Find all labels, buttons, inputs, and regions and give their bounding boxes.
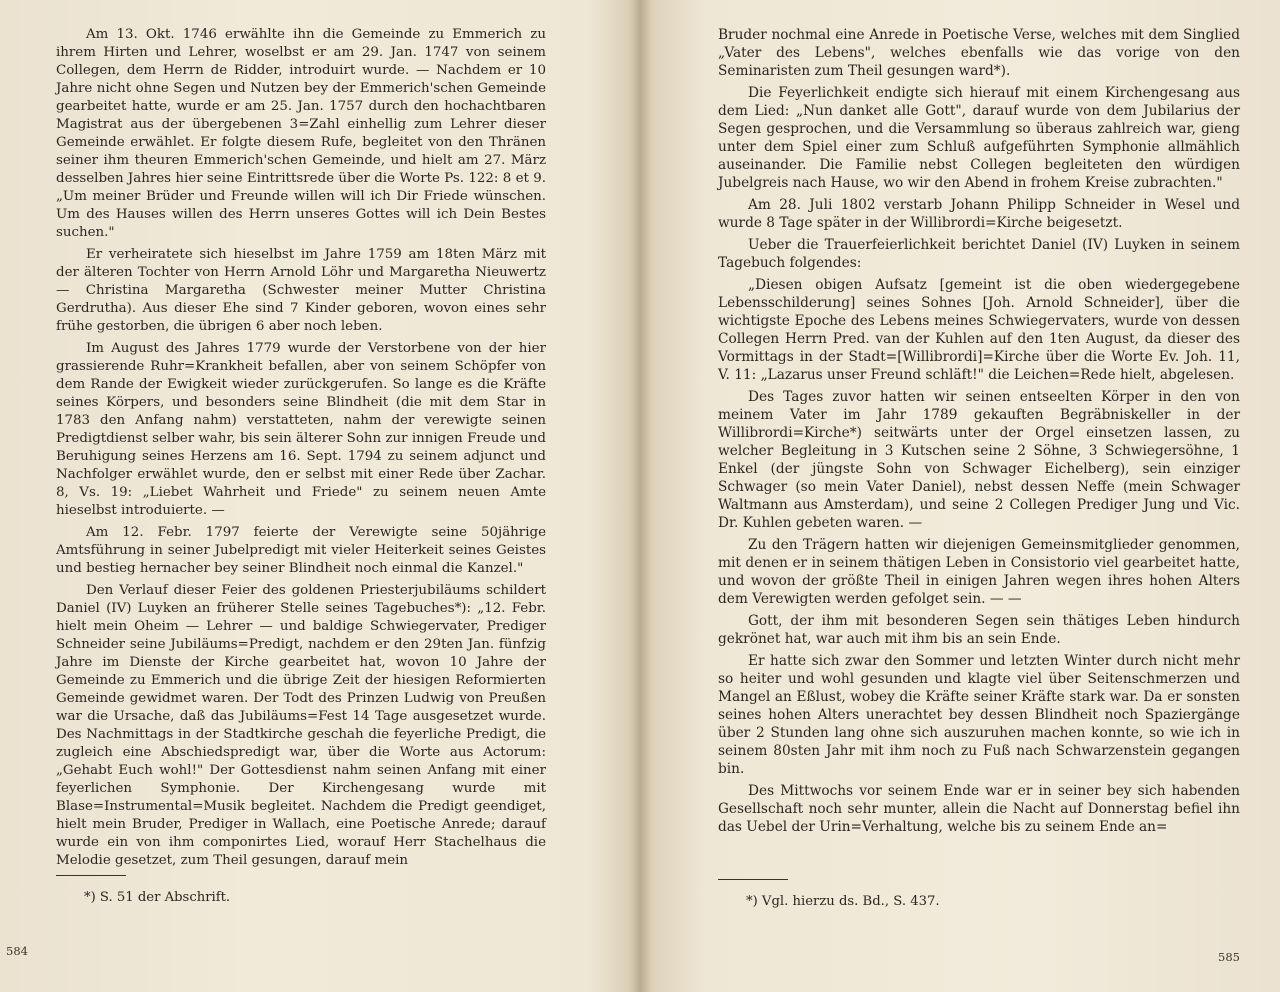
- footnote-divider: [718, 879, 788, 880]
- paragraph: Am 28. Juli 1802 verstarb Johann Philipp Schneider in Wesel und wurde 8 Tage später in der Willibrordi=Kirche beigesetzt.: [718, 197, 1240, 231]
- paragraph: Des Mittwochs vor seinem Ende war er in seiner bey sich habenden Gesellschaft noch sehr munter, allein die Nacht auf Donnerstag befiel ihn das Uebel der Urin=Verhaltung, welche bis zu seinem Ende an=: [718, 783, 1240, 835]
- paragraph: Gott, der ihm mit besonderen Segen sein thätiges Leben hindurch gekrönet hat, war auch mit ihm bis an sein Ende.: [718, 613, 1240, 647]
- paragraph: Er verheiratete sich hieselbst im Jahre 1759 am 18ten März mit der älteren Tochter von Herrn Arnold Löhr und Margaretha Nieuwertz — Christina Margaretha (Schwester meiner Mutter Christina Gerdrutha). Aus dieser Ehe sind 7 Kinder geboren, wovon eines sehr frühe gestorben, die übrigen 6 aber noch leben.: [56, 247, 546, 334]
- paragraph: Zu den Trägern hatten wir diejenigen Gemeinsmitglieder genommen, mit denen er in seinem thätigen Leben in Consistorio viel gearbeitet hatte, und wovon der größte Theil in einigen Jahren wegen ihres hohen Alters dem Verewigten werden gefolget sein. — —: [718, 537, 1240, 607]
- paragraph: Am 12. Febr. 1797 feierte der Verewigte seine 50jährige Amtsführung in seiner Jubelpredigt mit vieler Heiterkeit seines Geistes und bestieg hernacher bey seiner Blindheit noch einmal die Kanzel.": [56, 525, 546, 576]
- paragraph: Die Feyerlichkeit endigte sich hierauf mit einem Kirchengesang aus dem Lied: „Nun danket alle Gott", darauf wurde von dem Jubilarius der Segen gesprochen, und die Versammlung so überaus zahlreich war, gieng unter dem Spiel einer zum Schluß aufgeführten Symphonie allmählich auseinander. Die Familie nebst Collegen begleiteten den würdigen Jubelgreis nach Hause, wo wir den Abend in frohem Kreise zubrachten.": [718, 85, 1240, 191]
- paragraph: Ueber die Trauerfeierlichkeit berichtet Daniel (IV) Luyken in seinem Tagebuch folgendes:: [718, 237, 1240, 271]
- paragraph: Im August des Jahres 1779 wurde der Verstorbene von der hier grassierende Ruhr=Krankheit befallen, aber von seinem Schöpfer von dem Rande der Ewigkeit wieder zurückgerufen. So lange es die Kräfte seines Körpers, und besonders seine Blindheit (die mit dem Star in 1783 den Anfang nahm) verstatteten, nahm der verewigte seinen Predigtdienst selber wahr, bis sein älterer Sohn zur innigen Freude und Beruhigung seines Herzens am 16. Sept. 1794 zu seinem adjunct und Nachfolger erwählet wurde, den er selbst mit einer Rede über Zachar. 8, Vs. 19: „Liebet Wahrheit und Friede" zu seinem neuen Amte hieselbst introduierte. —: [56, 341, 546, 518]
- page-number: 585: [1218, 950, 1240, 964]
- paragraph: Bruder nochmal eine Anrede in Poetische Verse, welches mit dem Singlied „Vater des Lebens", welches ebenfalls wie das vorige von den Seminaristen zum Theil gesungen ward*).: [718, 27, 1240, 79]
- right-page: [718, 26, 1240, 976]
- paragraph: Er hatte sich zwar den Sommer und letzten Winter durch nicht mehr so heiter und wohl gesunden und klagte viel über Seitenschmerzen und Mangel an Eßlust, wobey die Kräfte seiner Kräfte stark war. Da er sonsten seines hohen Alters unerachtet bey dessen Blindheit noch Spaziergänge über 2 Stunden lang ohne sich auszuruhen machen konnte, so wie ich in seinem 80sten Jahr mit ihm noch zu Fuß nach Schwarzenstein gegangen bin.: [718, 653, 1240, 777]
- left-page: [6, 26, 546, 976]
- footnote: *) Vgl. hierzu ds. Bd., S. 437.: [746, 894, 940, 909]
- paragraph: Den Verlauf dieser Feier des goldenen Priesterjubiläums schildert Daniel (IV) Luyken an früherer Stelle seines Tagebuches*): „12. Febr. hielt mein Oheim — Lehrer — und baldige Schwiegervater, Prediger Schneider seine Jubiläums=Predigt, nachdem er den 29ten Jan. fünfzig Jahre im Dienste der Kirche gearbeitet hat, wovon 10 Jahre der Gemeinde zu Emmerich und die übrige Zeit der hiesigen Reformierten Gemeinde gewidmet waren. Der Todt des Prinzen Ludwig von Preußen war die Ursache, daß das Jubiläums=Fest 14 Tage ausgesetzet wurde. Des Nachmittags in der Stadtkirche geschah die feyerliche Predigt, die zugleich eine Abschiedspredigt war, über die Worte aus Actorum: „Gehabt Euch wohl!" Der Gottesdienst nahm seinen Anfang mit einer feyerlichen Symphonie. Der Kirchengesang wurde mit Blase=Instrumental=Musik begleitet. Nachdem die Predigt geendiget, hielt mein Bruder, Prediger in Wallach, eine Poetische Anrede; darauf wurde ein von ihm componirtes Lied, worauf Herr Stachelhaus die Melodie gesetzet, zum Theil gesungen, darauf mein: [56, 583, 546, 868]
- footnote-divider: [56, 875, 126, 876]
- paragraph: Des Tages zuvor hatten wir seinen entseelten Körper in den von meinem Vater im Jahr 1789 gekauften Begräbniskeller in der Willibrordi=Kirche*) seitwärts unter der Orgel einsetzen lassen, zu welcher Begleitung in 3 Kutschen seine 2 Söhne, 3 Schwiegersöhne, 1 Enkel (der jüngste Sohn von Schwager Eichelberg), sein einziger Schwager (so mein Vater Daniel), nebst dessen Neffe (mein Schwager Waltmann aus Amsterdam), und seine 2 Collegen Prediger Jung und Vic. Dr. Kuhlen gebeten waren. —: [718, 389, 1240, 531]
- paragraph: Am 13. Okt. 1746 erwählte ihn die Gemeinde zu Emmerich zu ihrem Hirten und Lehrer, woselbst er am 29. Jan. 1747 von seinem Collegen, dem Herrn de Ridder, introduirt wurde. — Nachdem er 10 Jahre nicht ohne Segen und Nutzen bey der Emmerich'schen Gemeinde gearbeitet hatte, wurde er am 25. Jan. 1757 durch den hochachtbaren Magistrat aus der übergebenen 3=Zahl einhellig zum Lehrer dieser Gemeinde erwählet. Er folgte diesem Rufe, begleitet von den Thränen seiner ihm theuren Emmerich'schen Gemeinde, und hielt am 27. März desselben Jahres hier seine Eintrittsrede über die Worte Ps. 122: 8 et 9. „Um meiner Brüder und Freunde willen will ich Dir Friede wünschen. Um des Hauses willen des Herrn unseres Gottes will ich Dein Bestes suchen.": [56, 27, 546, 240]
- page-number: 584: [6, 944, 28, 958]
- gutter-shadow: [628, 0, 652, 992]
- paragraph: „Diesen obigen Aufsatz [gemeint ist die oben wiedergegebene Lebensschilderung] seines Sohnes [Joh. Arnold Schneider], über die wichtigste Epoche des Lebens meines Schwiegervaters, wurde von dessen Collegen Herrn Pred. van der Kuhlen auf den 1ten August, da dieser des Vormittags in der Stadt=[Willibrordi]=Kirche über die Worte Ev. Joh. 11, V. 11: „Lazarus unser Freund schläft!" die Leichen=Rede hielt, abgelesen.: [718, 277, 1240, 383]
- footnote: *) S. 51 der Abschrift.: [84, 890, 231, 905]
